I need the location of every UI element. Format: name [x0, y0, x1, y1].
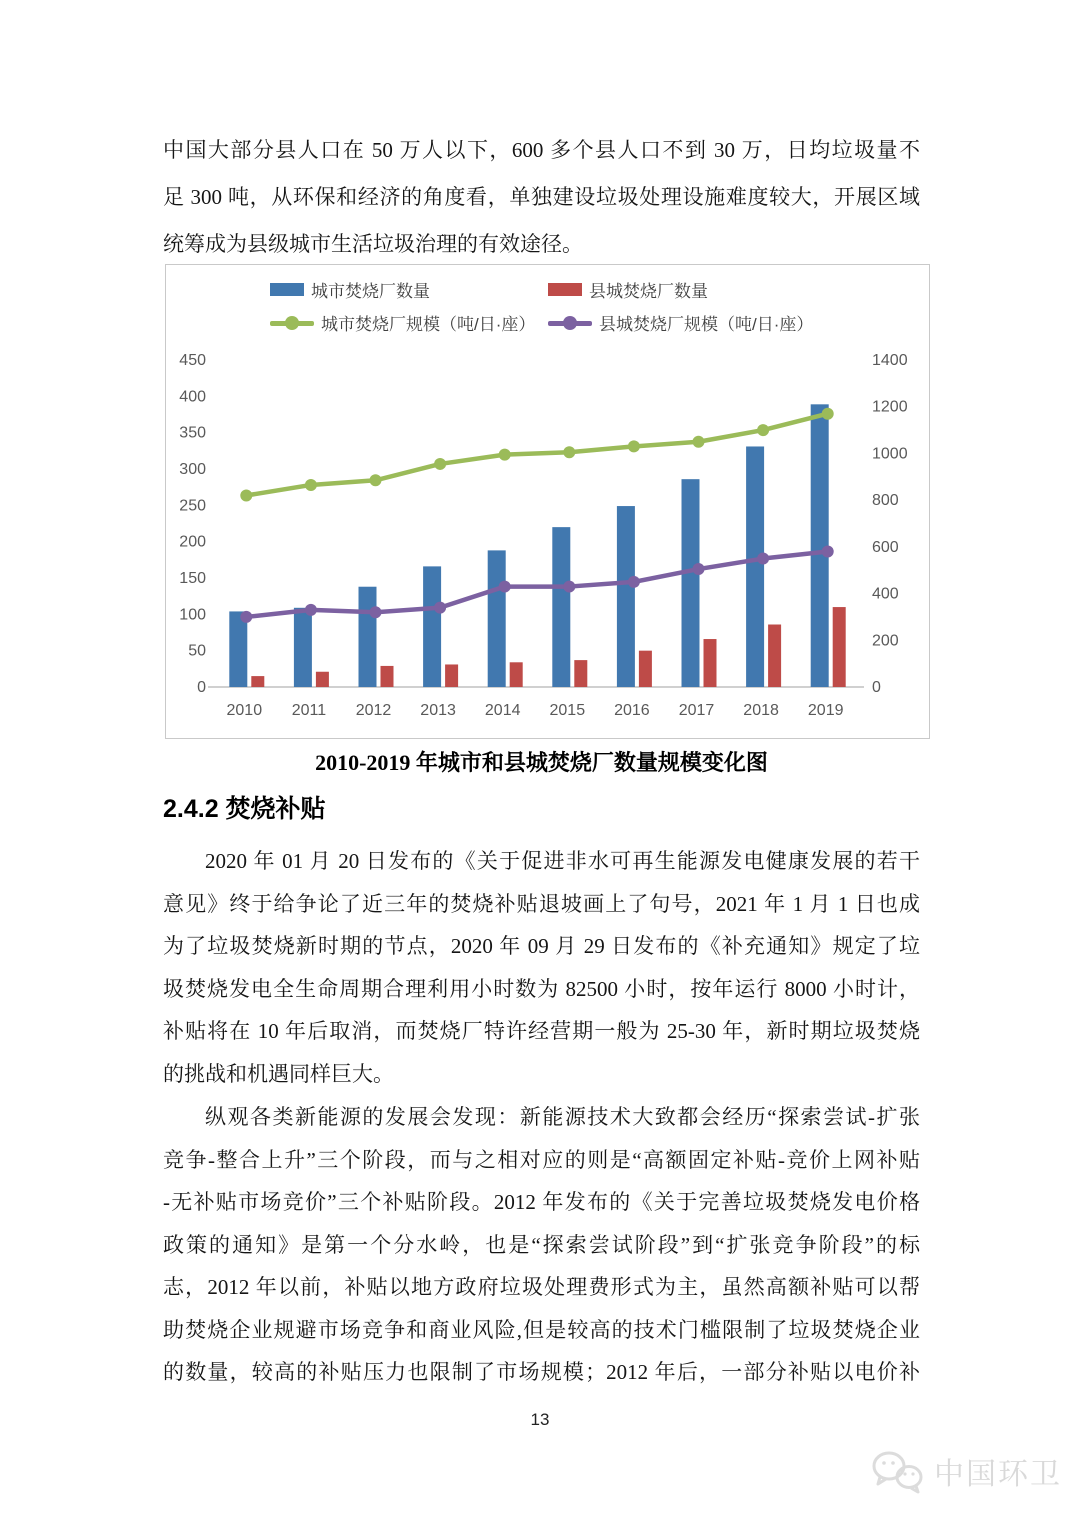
combo-chart	[166, 265, 929, 738]
text-line: -无补贴市场竞价”三个补贴阶段。2012 年发布的《关于完善垃圾焚烧发电价格	[163, 1190, 920, 1214]
text-line: 足 300 吨，从环保和经济的角度看，单独建设垃圾处理设施难度较大，开展区域	[163, 185, 920, 209]
section-heading: 2.4.2 焚烧补贴	[163, 795, 326, 823]
legend-label: 县城焚烧厂数量	[589, 282, 708, 301]
svg-text:200: 200	[872, 632, 899, 650]
legend-label: 城市焚烧厂数量	[311, 282, 430, 301]
series-城市焚烧厂规模（吨/日·座）	[240, 408, 833, 502]
text-line: 意见》终于给争论了近三年的焚烧补贴退坡画上了句号，2021 年 1 月 1 日也成	[163, 891, 920, 916]
legend-line-swatch	[270, 316, 314, 330]
series-城市焚烧厂数量	[229, 404, 828, 687]
svg-text:0: 0	[872, 679, 881, 696]
svg-text:450: 450	[179, 352, 206, 369]
text-line: 中国大部分县人口在 50 万人以下，600 多个县人口不到 30 万，日均垃圾量不	[163, 138, 920, 162]
svg-text:2014: 2014	[484, 702, 521, 719]
page-number: 13	[530, 1410, 550, 1429]
legend-item	[270, 277, 548, 302]
chart-caption: 2010-2019 年城市和县城焚烧厂数量规模变化图	[315, 750, 768, 775]
legend-line-swatch	[548, 316, 592, 330]
text-line: 竞争-整合上升”三个阶段，而与之相对应的则是“高额固定补贴-竞价上网补贴	[163, 1147, 921, 1172]
text-line: 为了垃圾焚烧新时期的节点，2020 年 09 月 29 日发布的《补充通知》规定了垃	[163, 934, 920, 958]
svg-text:0: 0	[197, 679, 206, 696]
paragraph-subsidy-policy	[163, 840, 920, 1095]
svg-text:350: 350	[179, 424, 206, 442]
svg-text:2012: 2012	[355, 702, 392, 719]
paragraph-new-energy-stages	[163, 1096, 920, 1394]
svg-text:1200: 1200	[872, 398, 908, 416]
svg-text:2019: 2019	[807, 702, 844, 719]
text-line: 2020 年 01 月 20 日发布的《关于促进非水可再生能源发电健康发展的若干	[205, 849, 920, 873]
chart-figure	[165, 264, 930, 739]
text-line: 补贴将在 10 年后取消，而焚烧厂特许经营期一般为 25-30 年，新时期垃圾焚烧	[163, 1019, 920, 1043]
svg-text:150: 150	[179, 570, 206, 587]
svg-text:2017: 2017	[678, 702, 715, 719]
legend-bar-swatch	[548, 283, 582, 296]
text-line: 助焚烧企业规避市场竞争和商业风险,但是较高的技术门槛限制了垃圾焚烧企业	[163, 1317, 920, 1342]
svg-text:2011: 2011	[291, 702, 327, 719]
legend-dot	[285, 316, 299, 330]
legend-label: 县城焚烧厂规模（吨/日·座）	[599, 315, 814, 334]
series-县城焚烧厂规模（吨/日·座）	[240, 546, 833, 623]
text-line: 的挑战和机遇同样巨大。	[163, 1061, 394, 1086]
svg-text:600: 600	[872, 538, 899, 556]
intro-paragraph	[163, 127, 920, 268]
legend-item	[270, 310, 548, 335]
svg-text:1000: 1000	[872, 445, 908, 463]
legend-item	[548, 277, 813, 302]
svg-text:300: 300	[179, 461, 206, 478]
svg-text:200: 200	[179, 533, 206, 551]
legend-label: 城市焚烧厂规模（吨/日·座）	[321, 315, 536, 334]
legend-item	[548, 310, 813, 335]
legend-dot	[563, 316, 577, 330]
svg-text:100: 100	[179, 606, 206, 624]
wechat-icon	[868, 1447, 926, 1495]
text-line: 志，2012 年以前，补贴以地方政府垃圾处理费形式为主，虽然高额补贴可以帮	[163, 1275, 920, 1299]
legend-bar-swatch	[270, 283, 304, 296]
svg-text:2016: 2016	[614, 702, 650, 719]
svg-text:250: 250	[179, 497, 206, 515]
svg-text:50: 50	[188, 642, 206, 660]
svg-text:2015: 2015	[549, 702, 586, 719]
svg-text:2013: 2013	[420, 702, 456, 719]
svg-text:2018: 2018	[743, 702, 779, 719]
chart-legend	[270, 277, 813, 335]
svg-text:1400: 1400	[872, 352, 908, 369]
svg-text:400: 400	[179, 388, 206, 406]
axis-labels	[179, 352, 907, 719]
svg-text:2010: 2010	[226, 702, 263, 719]
text-line: 圾焚烧发电全生命周期合理利用小时数为 82500 小时，按年运行 8000 小时计，	[163, 976, 920, 1001]
text-line: 政策的通知》是第一个分水岭，也是“探索尝试阶段”到“扩张竞争阶段”的标	[163, 1232, 920, 1257]
watermark	[868, 1447, 1062, 1495]
text-line: 的数量，较高的补贴压力也限制了市场规模；2012 年后，一部分补贴以电价补	[163, 1360, 920, 1384]
svg-text:400: 400	[872, 585, 899, 603]
watermark-text: 中国环卫	[934, 1458, 1062, 1491]
svg-text:800: 800	[872, 492, 899, 510]
text-line: 纵观各类新能源的发展会发现：新能源技术大致都会经历“探索尝试-扩张	[205, 1105, 920, 1129]
text-line: 统筹成为县级城市生活垃圾治理的有效途径。	[163, 232, 583, 256]
